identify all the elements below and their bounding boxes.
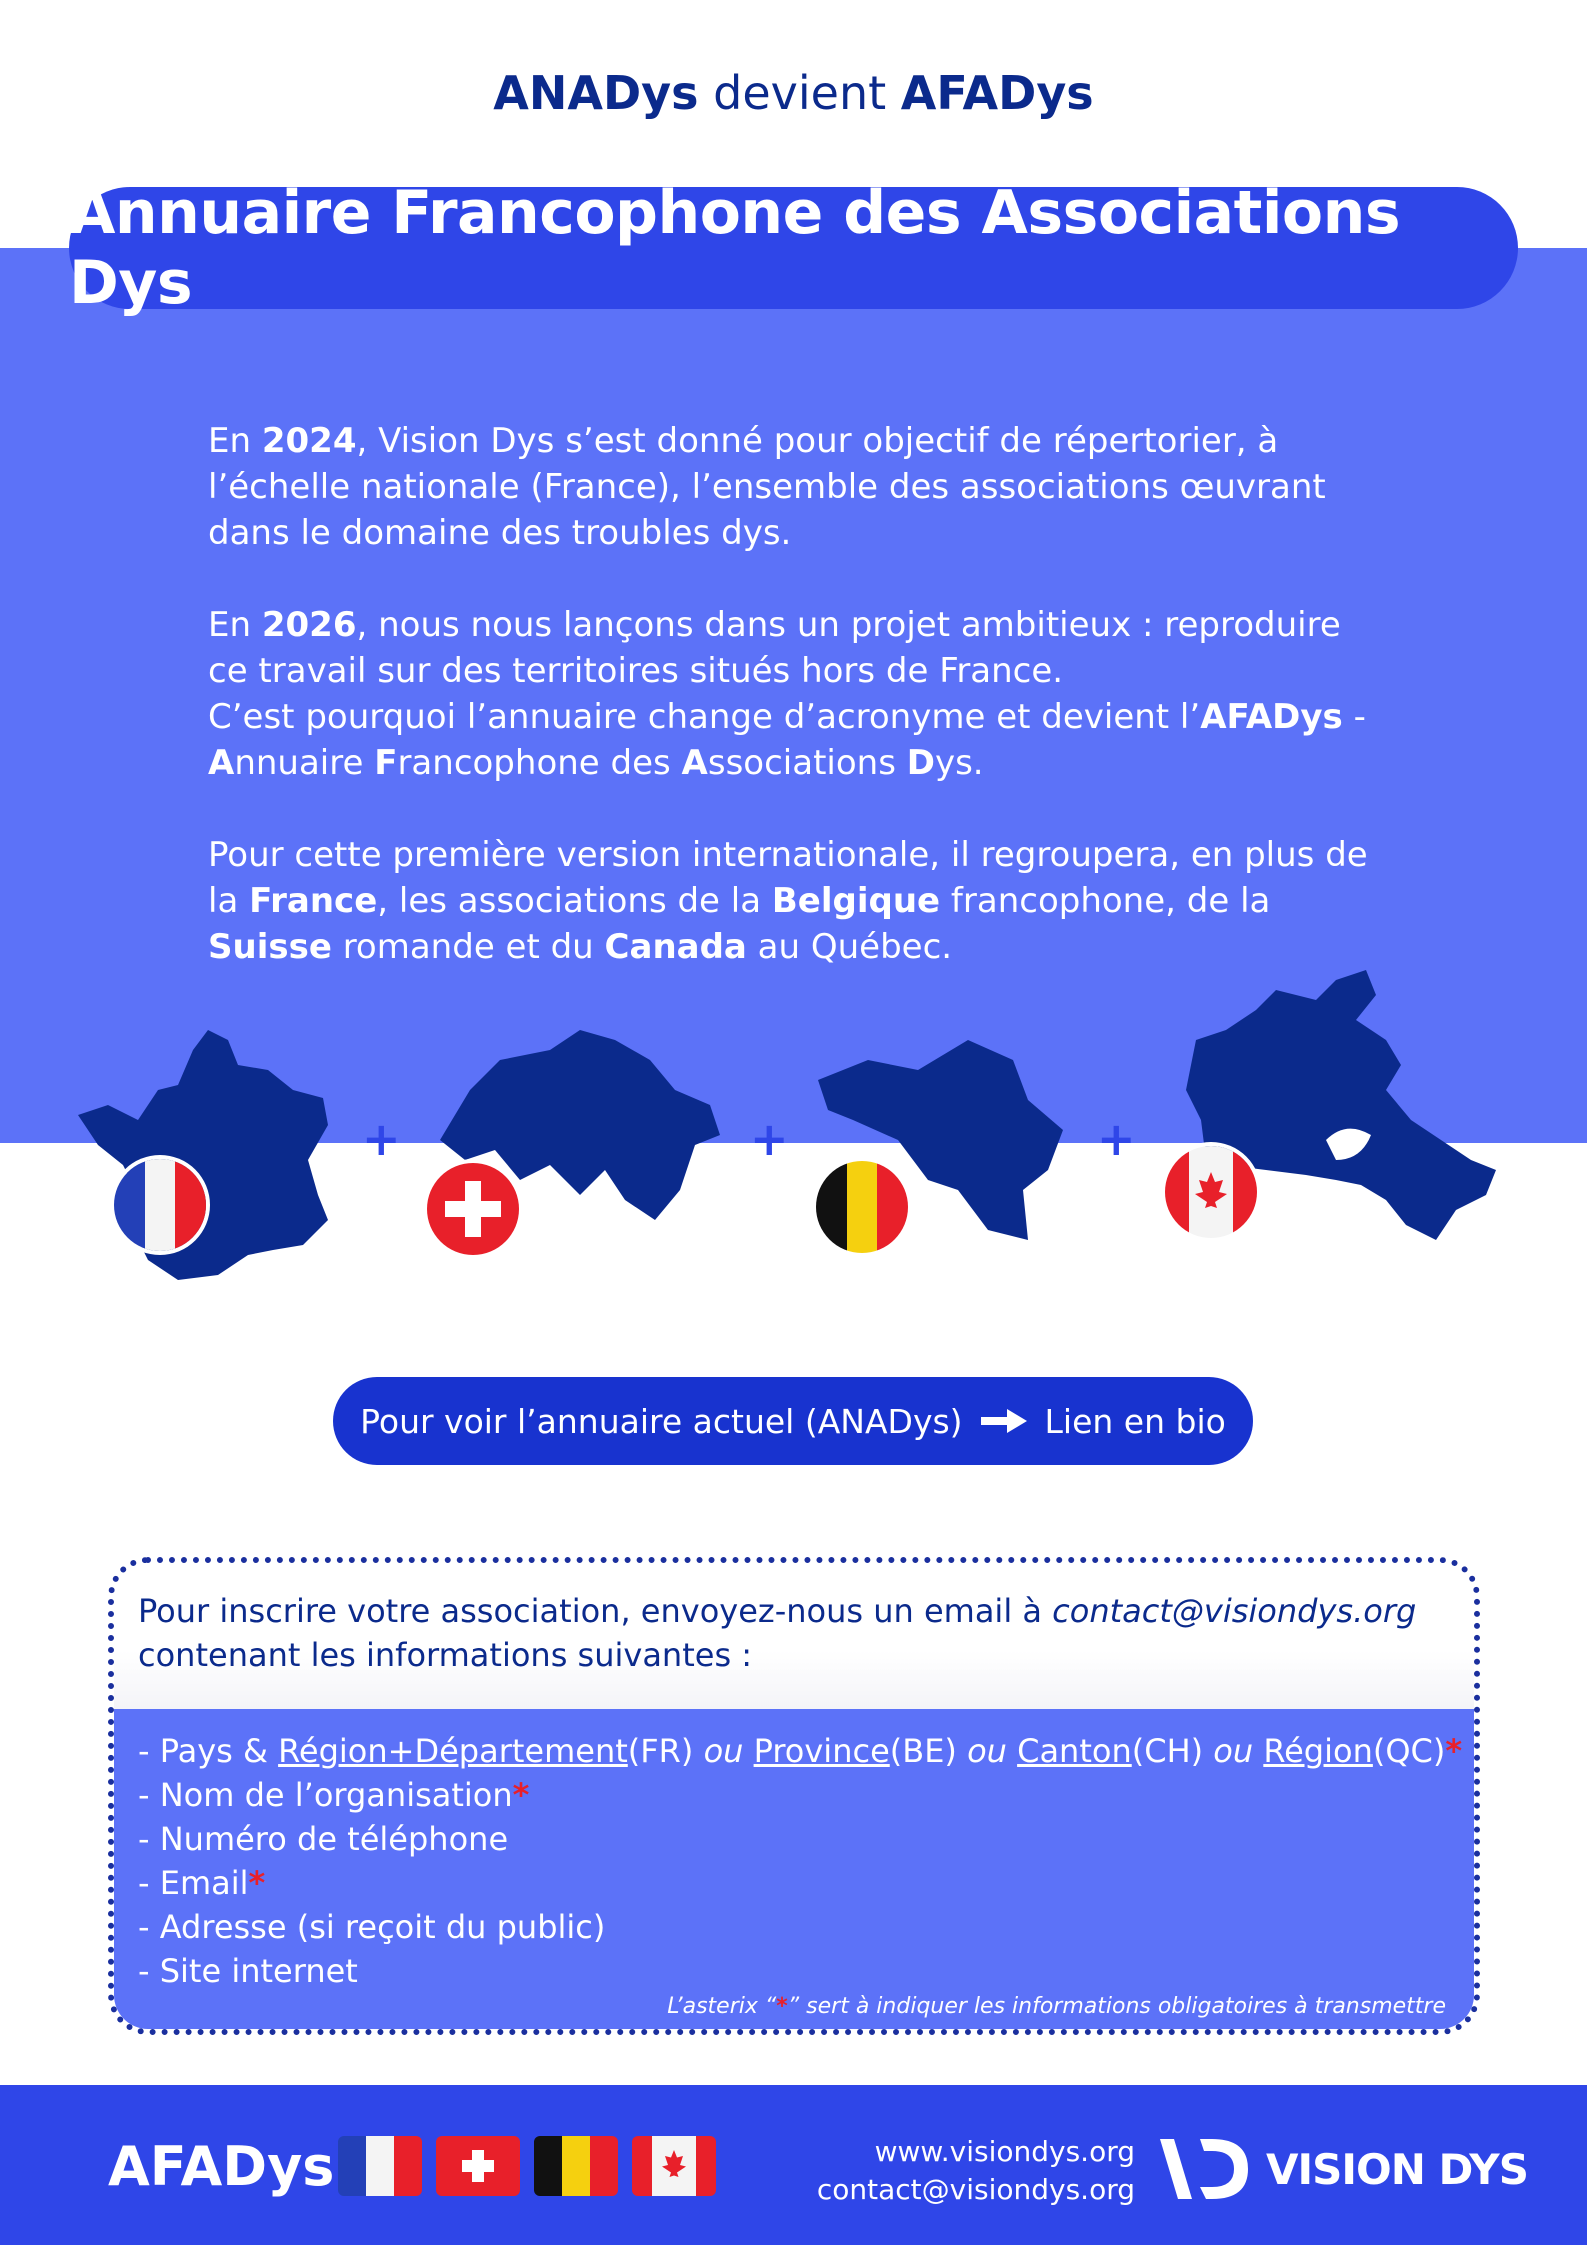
switzerland-flag-icon [427, 1163, 519, 1255]
text: francophone, de la [940, 881, 1271, 921]
intro-paragraph-1 [208, 418, 1388, 556]
old-name: ANADys [493, 66, 699, 120]
country-switzerland: Suisse [208, 927, 332, 967]
footer-flags [338, 2136, 716, 2196]
footer-contact [817, 2133, 1135, 2209]
text: contenant les informations suivantes : [138, 1636, 753, 1674]
country-canada: Canada [604, 927, 747, 967]
list-item [138, 1773, 1474, 1817]
text: (CH) [1131, 1732, 1214, 1770]
belgium-flag-icon [816, 1161, 908, 1253]
text: - Adresse (si reçoit du public) [138, 1908, 606, 1946]
text: En [208, 421, 262, 461]
text: ou [967, 1732, 1007, 1770]
text: (FR) [627, 1732, 704, 1770]
text: ssociations [707, 743, 907, 783]
text: nnuaire [234, 743, 375, 783]
asterisk-note [667, 1985, 1446, 2029]
text: - Numéro de téléphone [138, 1820, 509, 1858]
contact-email-link[interactable]: contact@visiondys.org [1052, 1592, 1417, 1630]
intro-paragraph-2 [208, 602, 1388, 786]
vision-dys-logo [1160, 2137, 1528, 2201]
text: romande et du [331, 927, 605, 967]
text: - Site internet [138, 1952, 358, 1990]
text: ys. [934, 743, 984, 783]
text: - Nom de l’organisation [138, 1776, 513, 1814]
registration-intro [114, 1563, 1474, 1709]
text: , les associations de la [377, 881, 772, 921]
list-item [138, 1817, 1474, 1861]
year-2024: 2024 [261, 421, 357, 461]
text: , nous nous lançons dans un projet ambitieux : reproduire ce travail sur des territoires situés hors de France. [208, 605, 1341, 691]
country-maps-row [0, 960, 1587, 1300]
plus-icon: + [750, 1112, 789, 1166]
acronym: AFADys [1200, 697, 1343, 737]
footer [0, 2085, 1587, 2245]
letter: A [208, 743, 235, 783]
text: Canton [1017, 1732, 1132, 1770]
intro-paragraph-3 [208, 832, 1388, 970]
text: Région [1263, 1732, 1373, 1770]
switzerland-flag-icon [436, 2136, 520, 2196]
plus-icon: + [1097, 1112, 1136, 1166]
list-item [138, 1905, 1474, 1949]
intro-text [208, 418, 1388, 1016]
france-map-icon [78, 1030, 338, 1290]
text: Région+Département [278, 1732, 628, 1770]
cta-link-text: Lien en bio [1044, 1401, 1226, 1441]
text: Province [753, 1732, 890, 1770]
text: rancophone des [397, 743, 682, 783]
list-item [138, 1729, 1474, 1773]
required-asterisk: * [248, 1864, 266, 1902]
text: - Email [138, 1864, 249, 1902]
main-heading: Annuaire Francophone des Associations Dys [69, 187, 1518, 309]
footer-email-link[interactable]: contact@visiondys.org [816, 2173, 1135, 2206]
footer-website-link[interactable]: www.visiondys.org [874, 2135, 1135, 2168]
france-flag-icon [114, 1159, 206, 1251]
text: L’asterix “ [667, 1994, 777, 2019]
current-directory-link-button[interactable] [333, 1377, 1253, 1465]
connector-word: devient [713, 66, 887, 120]
page-header-title [0, 66, 1587, 120]
canada-flag-icon [632, 2136, 716, 2196]
required-asterisk: * [1445, 1732, 1463, 1770]
cta-text: Pour voir l’annuaire actuel (ANADys) [360, 1401, 963, 1441]
text: (BE) [889, 1732, 968, 1770]
letter: F [374, 743, 398, 783]
belgium-flag-icon [534, 2136, 618, 2196]
text: ou [703, 1732, 744, 1770]
text: Pour inscrire votre association, envoyez-nous un email à [138, 1592, 1053, 1630]
text: C’est pourquoi l’annuaire change d’acronyme et devient l’ [208, 697, 1201, 737]
required-fields-list [114, 1709, 1474, 2035]
required-asterisk: * [512, 1776, 530, 1814]
text: Pour cette première version internationale, il regroupera, en plus de la [208, 835, 1368, 921]
canada-flag-icon [1165, 1146, 1257, 1238]
text: ou [1213, 1732, 1254, 1770]
country-belgium: Belgique [771, 881, 941, 921]
list-item [138, 1861, 1474, 1905]
text: - Pays & [138, 1732, 279, 1770]
year-2026: 2026 [261, 605, 357, 645]
required-asterisk: * [776, 1994, 788, 2019]
footer-brand: AFADys [108, 2135, 335, 2198]
plus-icon: + [362, 1112, 401, 1166]
text: (QC) [1372, 1732, 1446, 1770]
france-flag-icon [338, 2136, 422, 2196]
text: - [1342, 697, 1366, 737]
registration-info-box [108, 1557, 1480, 2035]
text: , Vision Dys s’est donné pour objectif de répertorier, à l’échelle nationale (France), l’ensemble des associations œuvrant dans le domaine des troubles dys. [208, 421, 1326, 553]
text: En [208, 605, 262, 645]
letter: A [681, 743, 708, 783]
text: ” sert à indiquer les informations obligatoires à transmettre [787, 1994, 1446, 2019]
text: au Québec. [746, 927, 953, 967]
new-name: AFADys [900, 66, 1094, 120]
vision-dys-logo-text: VISION DYS [1266, 2144, 1528, 2194]
country-france: France [249, 881, 378, 921]
letter: D [906, 743, 935, 783]
vision-dys-logo-icon [1160, 2137, 1250, 2201]
arrow-right-icon [981, 1409, 1027, 1433]
